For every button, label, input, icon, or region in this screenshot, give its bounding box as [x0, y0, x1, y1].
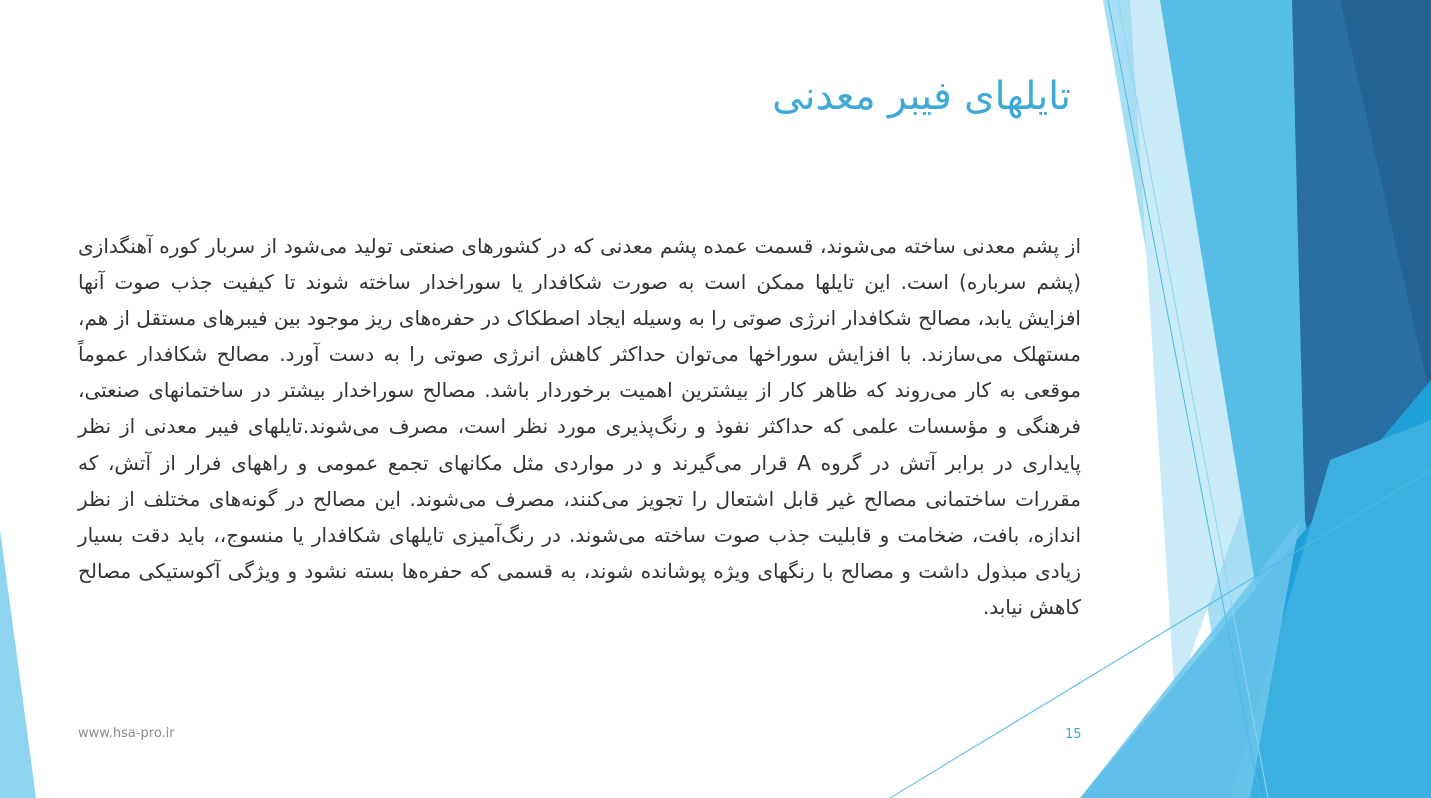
slide-body-text: از پشم معدنی ساخته می‌شوند، قسمت عمده پشم معدنی که در کشورهای صنعتی تولید می‌شود از سربار کوره آهنگدازی (پشم سرباره) است. این تایلها ممکن است به صورت شکافدار یا سوراخدار ساخته شوند تا کیفیت جذب صوت آنها افزایش یابد، مصالح شکافدار انرژی صوتی را به وسیله ایجاد اصطکاک در حفره‌های ریز موجود بین فیبرهای مستقل از هم، مستهلک می‌سازند. با افزایش سوراخها می‌توان حداکثر کاهش انرژی صوتی را به دست آورد. مصالح شکافدار عموماً موقعی به کار می‌روند که ظاهر کار از بیشترین اهمیت برخوردار باشد. مصالح سوراخدار بیشتر در ساختمانهای صنعتی، فرهنگی و مؤسسات علمی که حداکثر نفوذ و رنگ‌پذیری مورد نظر است، مصرف می‌شوند.تایلهای فیبر معدنی از نظر پایداری در برابر آتش در گروه A قرار می‌گیرند و در مواردی مثل مکانهای تجمع عمومی و راههای فرار از آتش، که مقررات ساختمانی مصالح غیر قابل اشتعال را تجویز می‌کنند، مصرف می‌شوند. این مصالح در گونه‌های مختلف از نظر اندازه، بافت، ضخامت و قابلیت جذب صوت ساخته می‌شوند. در رنگ‌آمیزی تایلهای شکافدار یا منسوج،، باید دقت بسیار زیادی مبذول داشت و مصالح با رنگهای ویژه پوشانده شوند، به قسمی که حفره‌ها بسته نشود و ویژگی آکوستیکی مصالح کاهش نیابد.	[78, 234, 1081, 619]
left-edge-shape	[0, 530, 36, 798]
page-number: 15	[1065, 727, 1082, 742]
footer-url: www.hsa-pro.ir	[78, 726, 175, 741]
slide-title: تایلهای فیبر معدنی	[772, 74, 1071, 119]
